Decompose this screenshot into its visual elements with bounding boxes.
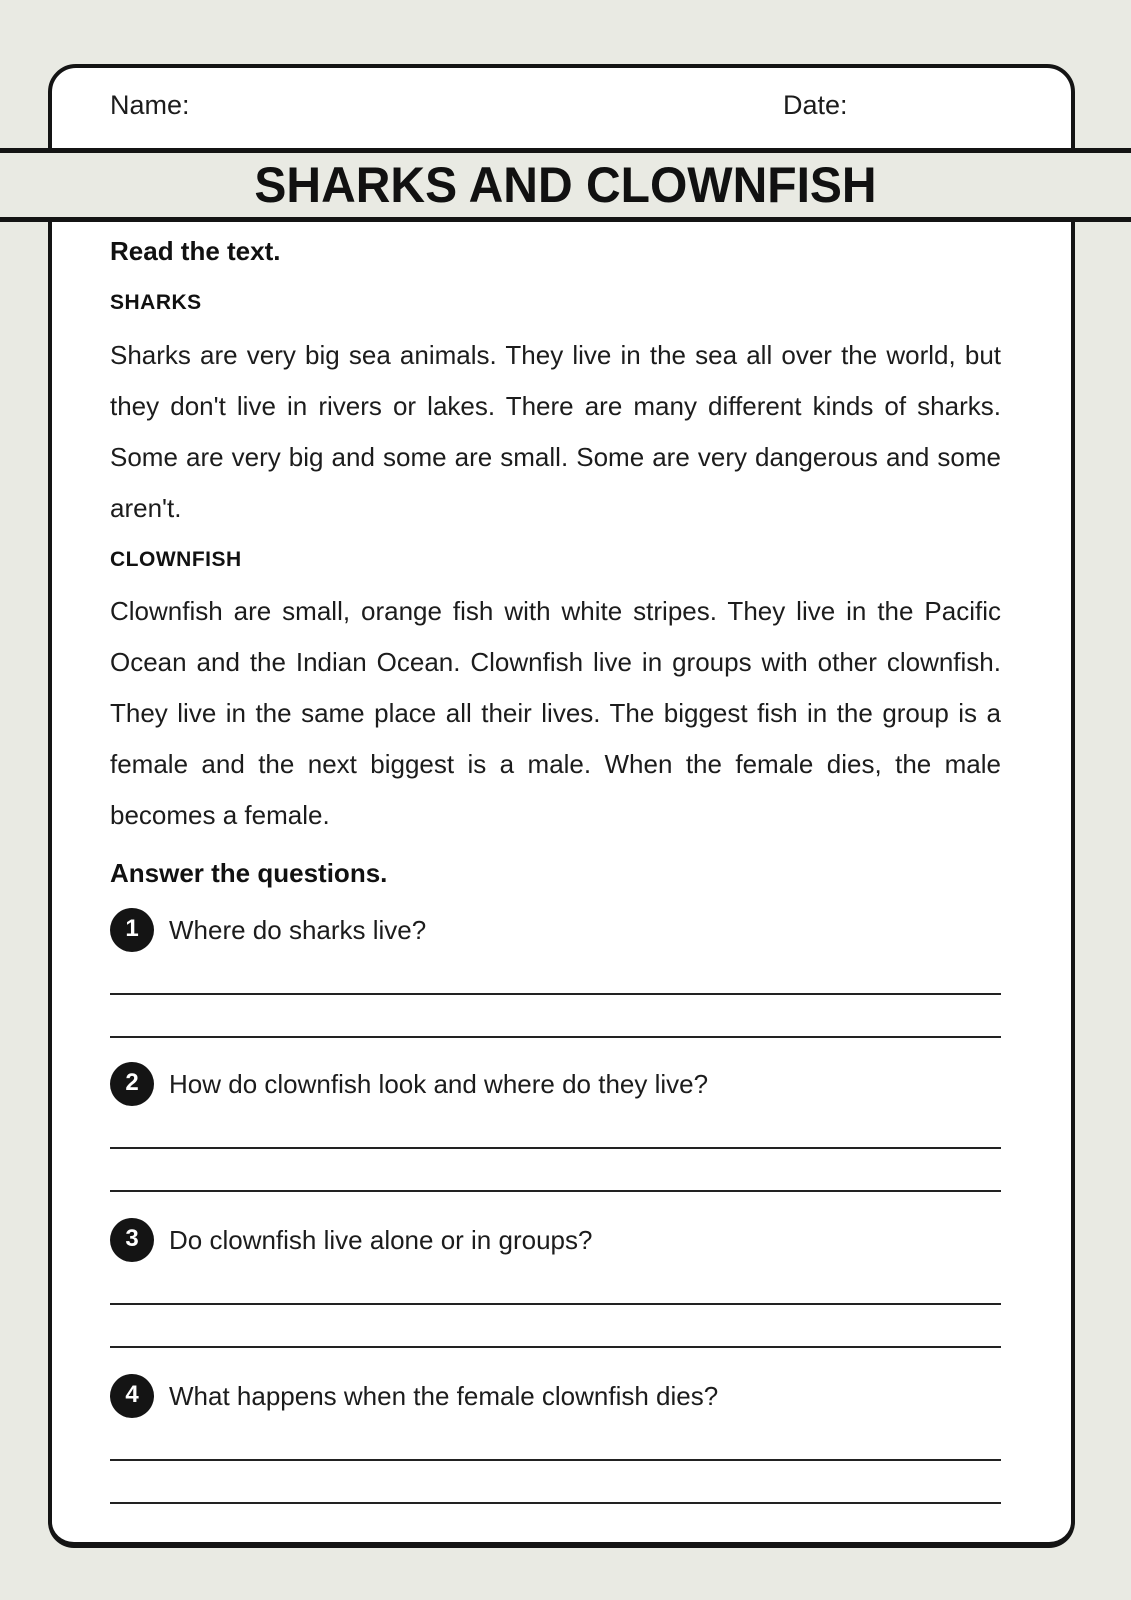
name-label: Name: xyxy=(110,90,190,120)
question-number-badge-1: 1 xyxy=(110,908,154,952)
passage-text-sharks: Sharks are very big sea animals. They live in the sea all over the world, but they don't live in rivers or lakes. There are many different kinds of sharks. Some are very big and some are small. Some are very dangerous and some aren't. xyxy=(110,340,1001,523)
date-input-area[interactable] xyxy=(862,78,1062,138)
worksheet-body xyxy=(48,216,1075,1548)
question-row-4 xyxy=(110,1374,1001,1418)
passage-heading-clownfish: CLOWNFISH xyxy=(110,548,242,571)
title-band xyxy=(0,148,1131,222)
question-row-1 xyxy=(110,908,1001,952)
question-text-3: Do clownfish live alone or in groups? xyxy=(169,1224,593,1255)
answer-line-1b[interactable] xyxy=(110,995,1001,1038)
answer-instruction: Answer the questions. xyxy=(110,858,388,888)
answer-line-2a[interactable] xyxy=(110,1106,1001,1149)
name-date-box xyxy=(48,64,1075,158)
question-number-badge-3: 3 xyxy=(110,1218,154,1262)
page-title: SHARKS AND CLOWNFISH xyxy=(254,157,877,213)
name-input-area[interactable] xyxy=(212,78,752,138)
answer-line-4b[interactable] xyxy=(110,1461,1001,1504)
question-row-3 xyxy=(110,1218,1001,1262)
question-text-1: Where do sharks live? xyxy=(169,914,427,945)
passage-text-clownfish: Clownfish are small, orange fish with white stripes. They live in the Pacific Ocean and the Indian Ocean. Clownfish live in groups with other clownfish. They live in the same place all their lives. The biggest fish in the group is a female and the next biggest is a male. When the female dies, the male becomes a female. xyxy=(110,596,1001,830)
question-row-2 xyxy=(110,1062,1001,1106)
answer-line-3b[interactable] xyxy=(110,1305,1001,1348)
passage-heading-sharks: SHARKS xyxy=(110,291,202,314)
answer-line-3a[interactable] xyxy=(110,1262,1001,1305)
date-label: Date: xyxy=(783,90,848,120)
answer-line-1a[interactable] xyxy=(110,952,1001,995)
question-text-4: What happens when the female clownfish dies? xyxy=(169,1380,719,1411)
question-number-badge-2: 2 xyxy=(110,1062,154,1106)
answer-line-4a[interactable] xyxy=(110,1418,1001,1461)
question-text-2: How do clownfish look and where do they live? xyxy=(169,1068,709,1099)
answer-line-2b[interactable] xyxy=(110,1149,1001,1192)
question-number-badge-4: 4 xyxy=(110,1374,154,1418)
read-instruction: Read the text. xyxy=(110,236,281,266)
